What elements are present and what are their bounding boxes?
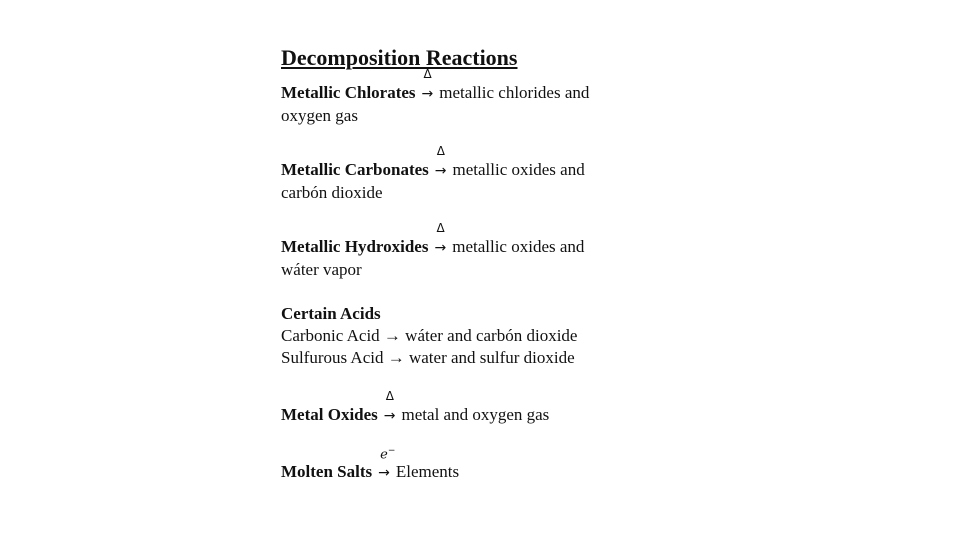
carbonates-reaction [281, 144, 651, 204]
delta-symbol: Δ [423, 67, 432, 81]
molten-salts-line [281, 446, 651, 484]
heat-arrow [434, 144, 447, 182]
chlorates-products: metallic chlorides and [439, 83, 590, 102]
page-title: Decomposition Reactions [281, 45, 518, 70]
molten-salts-products: Elements [395, 462, 460, 481]
chlorates-reaction [281, 67, 651, 127]
arrow-symbol: → [421, 86, 434, 102]
hydroxides-line-2: wáter vapor [281, 260, 362, 279]
arrow-symbol: → [378, 465, 390, 481]
metal-oxides-line [281, 389, 651, 427]
metal-oxides-products: metal and oxygen gas [401, 405, 550, 424]
hydroxides-products: metallic oxides and [452, 237, 585, 256]
acids-line-2: Sulfurous Acid → water and sulfur dioxide [281, 348, 575, 367]
acids-head: Certain Acids [281, 304, 381, 323]
delta-symbol: Δ [385, 389, 395, 403]
heat-arrow [434, 221, 447, 259]
hydroxides-line-1 [281, 221, 651, 259]
metal-oxides-reaction [281, 389, 651, 427]
acids-line-1: Carbonic Acid → wáter and carbón dioxide [281, 326, 578, 345]
chlorates-head: Metallic Chlorates [281, 83, 416, 102]
carbonates-products: metallic oxides and [452, 160, 585, 179]
acids-section [281, 303, 651, 369]
molten-salts-reaction [281, 446, 651, 484]
carbonates-head: Metallic Carbonates [281, 160, 429, 179]
molten-salts-head: Molten Salts [281, 462, 373, 481]
electrolysis-arrow [378, 446, 396, 484]
carbonates-line-1 [281, 144, 651, 182]
arrow-symbol: → [383, 408, 396, 424]
chlorates-line-2: oxygen gas [281, 106, 358, 125]
chlorates-line-1 [281, 67, 651, 105]
electron-symbol: e− [380, 446, 396, 463]
hydroxides-head: Metallic Hydroxides [281, 237, 429, 256]
arrow-symbol: → [434, 240, 447, 256]
delta-symbol: Δ [436, 144, 445, 158]
carbonates-line-2: carbón dioxide [281, 183, 383, 202]
arrow-symbol: → [434, 163, 447, 179]
heat-arrow [383, 389, 396, 427]
heat-arrow [421, 67, 434, 105]
metal-oxides-head: Metal Oxides [281, 405, 378, 424]
hydroxides-reaction [281, 221, 651, 281]
delta-symbol: Δ [436, 221, 445, 235]
